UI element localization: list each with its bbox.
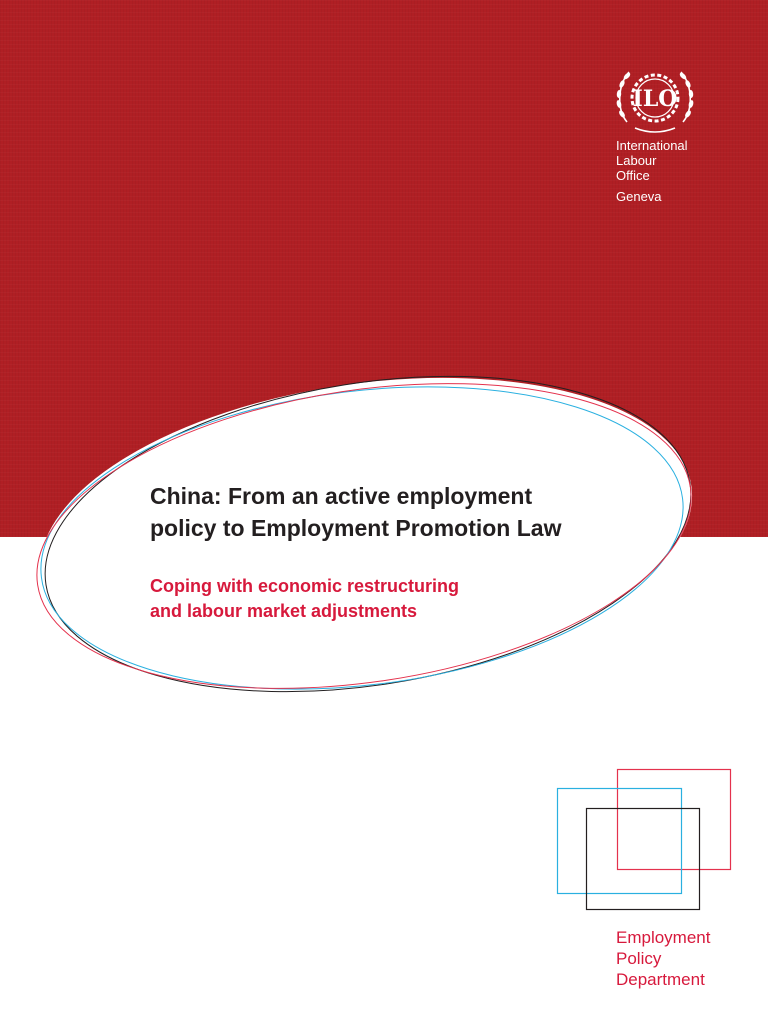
organization-line: Office	[616, 168, 650, 183]
organization-line: International	[616, 138, 688, 153]
title-line: policy to Employment Promotion Law	[150, 515, 562, 541]
organization-city: Geneva	[616, 189, 662, 204]
svg-text:ILO: ILO	[632, 86, 678, 112]
department-line: Department	[616, 970, 705, 989]
department-line: Policy	[616, 949, 662, 968]
organization-line: Labour	[616, 153, 657, 168]
subtitle-line: and labour market adjustments	[150, 601, 418, 621]
department-name	[616, 927, 710, 990]
department-line: Employment	[616, 928, 711, 947]
title-line: China: From an active employment	[150, 483, 533, 509]
subtitle-line: Coping with economic restructuring	[150, 576, 460, 596]
